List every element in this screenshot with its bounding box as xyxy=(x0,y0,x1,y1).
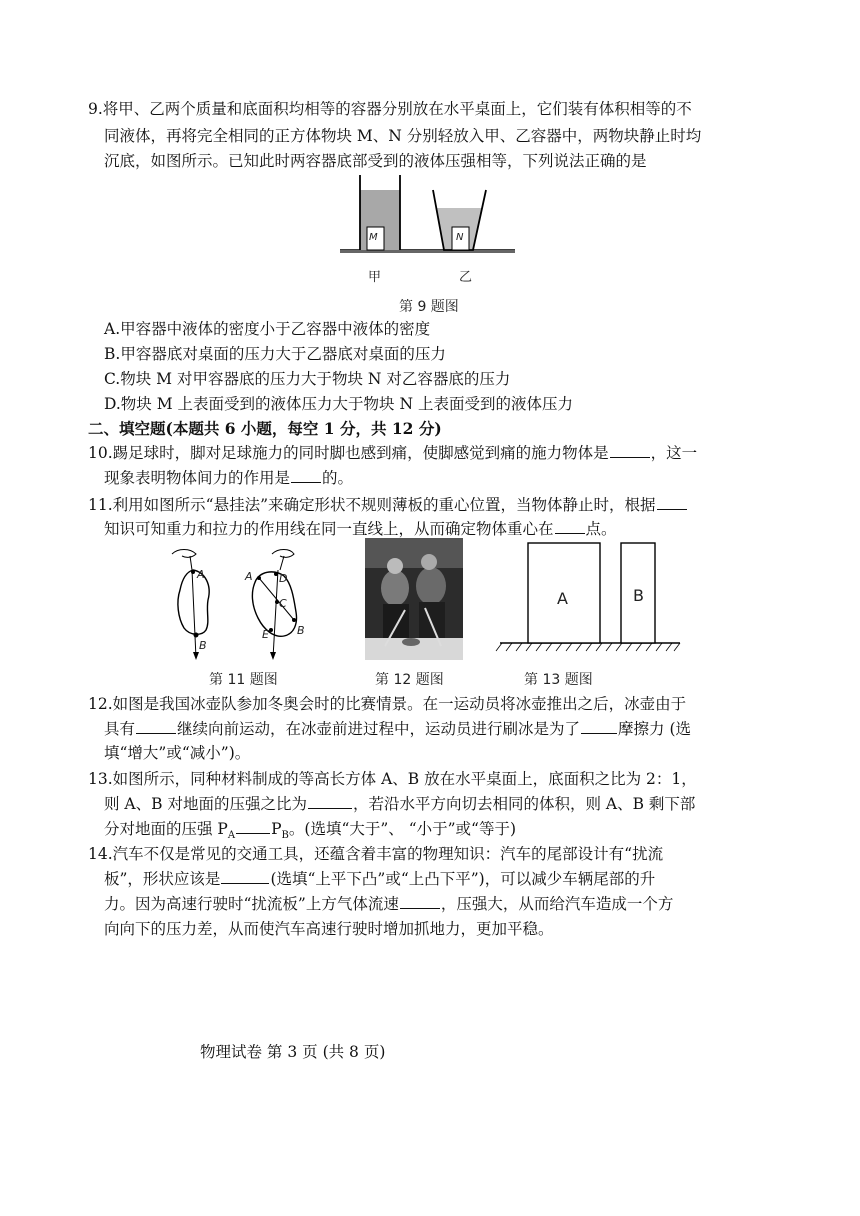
q14-line-2 xyxy=(104,868,655,890)
q11-line-1 xyxy=(88,494,688,516)
q11-point-e: E xyxy=(262,628,269,641)
q13-text-3a: 分对地面的压强 P xyxy=(104,820,228,838)
q13-text-3c: 。(选填“大于”、 “小于”或“等于) xyxy=(288,820,517,838)
q9-line-1: 9.将甲、乙两个质量和底面积均相等的容器分别放在水平桌面上，它们装有体积相等的不 xyxy=(88,100,692,118)
q10-line-2 xyxy=(104,467,353,489)
q14-line-4: 向向下的压力差，从而使汽车高速行驶时增加抓地力，更加平稳。 xyxy=(104,920,554,938)
q14-line-3 xyxy=(104,893,673,915)
q13-blank-2[interactable] xyxy=(236,819,270,834)
q9-option-c: C.物块 M 对甲容器底的压力大于物块 N 对乙容器底的压力 xyxy=(104,370,511,388)
q10-line-1 xyxy=(88,442,697,464)
q9-label-yi: 乙 xyxy=(459,270,473,285)
q12-line-1: 12.如图是我国冰壶队参加冬奥会时的比赛情景。在一运动员将冰壶推出之后，冰壶由于 xyxy=(88,695,687,713)
q13-text-2b: ，若沿水平方向切去相同的体积，则 A、B 剩下部 xyxy=(352,795,696,813)
q9-label-jia: 甲 xyxy=(368,270,382,285)
q12-blank-1[interactable] xyxy=(136,719,176,734)
q9-caption: 第 9 题图 xyxy=(399,299,459,315)
q14-line-1: 14.汽车不仅是常见的交通工具，还蕴含着丰富的物理知识：汽车的尾部设计有“扰流 xyxy=(88,845,664,863)
q14-text-2b: (选填“上平下凸”或“上凸下平”)，可以减少车辆尾部的升 xyxy=(270,870,656,888)
q12-line-2 xyxy=(104,718,691,740)
q10-text-1a: 10.踢足球时，脚对足球施力的同时脚也感到痛，使脚感觉到痛的施力物体是 xyxy=(88,444,609,462)
q12-caption: 第 12 题图 xyxy=(375,672,444,688)
q13-caption: 第 13 题图 xyxy=(524,672,593,688)
q13-block-a-label: A xyxy=(557,589,568,608)
q11-point-a1: A xyxy=(197,568,205,581)
q14-text-3b: ，压强大，从而给汽车造成一个方 xyxy=(440,895,674,913)
q12-text-2b: 继续向前运动，在冰壶前进过程中，运动员进行刷冰是为了 xyxy=(177,720,581,738)
q14-text-2a: 板”，形状应该是 xyxy=(104,870,221,888)
q12-blank-2[interactable] xyxy=(581,719,617,734)
q14-blank-1[interactable] xyxy=(221,869,269,884)
page-footer: 物理试卷 第 3 页 (共 8 页) xyxy=(200,1043,386,1061)
q12-text-2a: 具有 xyxy=(104,720,136,738)
q11-point-a2: A xyxy=(245,570,253,583)
q11-point-d: D xyxy=(279,572,288,585)
q10-text-2a: 现象表明物体间力的作用是 xyxy=(104,469,291,487)
q9-option-a: A.甲容器中液体的密度小于乙容器中液体的密度 xyxy=(104,320,431,338)
q10-blank-1[interactable] xyxy=(610,443,650,458)
q13-line-2 xyxy=(104,793,695,815)
q9-option-d: D.物块 M 上表面受到的液体压力大于物块 N 上表面受到的液体压力 xyxy=(104,395,573,413)
q11-point-b1: B xyxy=(199,639,207,652)
q9-line-3: 沉底，如图所示。已知此时两容器底部受到的液体压强相等，下列说法正确的是 xyxy=(104,152,647,170)
q10-text-2b: 的。 xyxy=(322,469,354,487)
q13-sub-b: B xyxy=(281,830,289,842)
q14-text-3a: 力。因为高速行驶时“扰流板”上方气体流速 xyxy=(104,895,399,913)
q12-line-3: 填“增大”或“减小”)。 xyxy=(104,744,251,762)
q9-line-2: 同液体，再将完全相同的正方体物块 M、N 分别轻放入甲、乙容器中，两物块静止时均 xyxy=(104,127,702,145)
q13-text-3b: P xyxy=(271,820,282,838)
q10-text-1b: ，这一 xyxy=(650,444,698,462)
q12-text-2c: 摩擦力 (选 xyxy=(618,720,692,738)
section-heading: 二、填空题(本题共 6 小题，每空 1 分，共 12 分) xyxy=(88,419,442,438)
q9-label-m: M xyxy=(369,232,378,243)
q13-blank-1[interactable] xyxy=(308,794,352,809)
curling-photo xyxy=(365,538,463,660)
q14-blank-2[interactable] xyxy=(400,894,440,909)
q13-figure xyxy=(500,540,685,660)
q13-text-2a: 则 A、B 对地面的压强之比为 xyxy=(104,795,307,813)
q11-blank-1[interactable] xyxy=(657,495,687,510)
q11-text-2a: 知识可知重力和拉力的作用线在同一直线上，从而确定物体重心在 xyxy=(104,520,554,538)
q13-line-1: 13.如图所示，同种材料制成的等高长方体 A、B 放在水平桌面上，底面积之比为 2：1， xyxy=(88,770,697,788)
q13-block-b-label: B xyxy=(633,586,644,605)
q9-figure xyxy=(330,170,530,290)
q9-option-b: B.甲容器底对桌面的压力大于乙器底对桌面的压力 xyxy=(104,345,446,363)
q9-label-n: N xyxy=(456,232,464,243)
q11-point-c: C xyxy=(279,597,287,610)
q11-text-2b: 点。 xyxy=(585,520,617,538)
q11-figure xyxy=(160,540,320,665)
q11-point-b2: B xyxy=(297,624,305,637)
q11-line-2 xyxy=(104,518,617,540)
q11-caption: 第 11 题图 xyxy=(209,672,278,688)
q13-sub-a: A xyxy=(227,830,236,842)
q11-text-1a: 11.利用如图所示“悬挂法”来确定形状不规则薄板的重心位置，当物体静止时，根据 xyxy=(88,496,656,514)
q10-blank-2[interactable] xyxy=(291,468,321,483)
q11-blank-2[interactable] xyxy=(555,519,585,534)
